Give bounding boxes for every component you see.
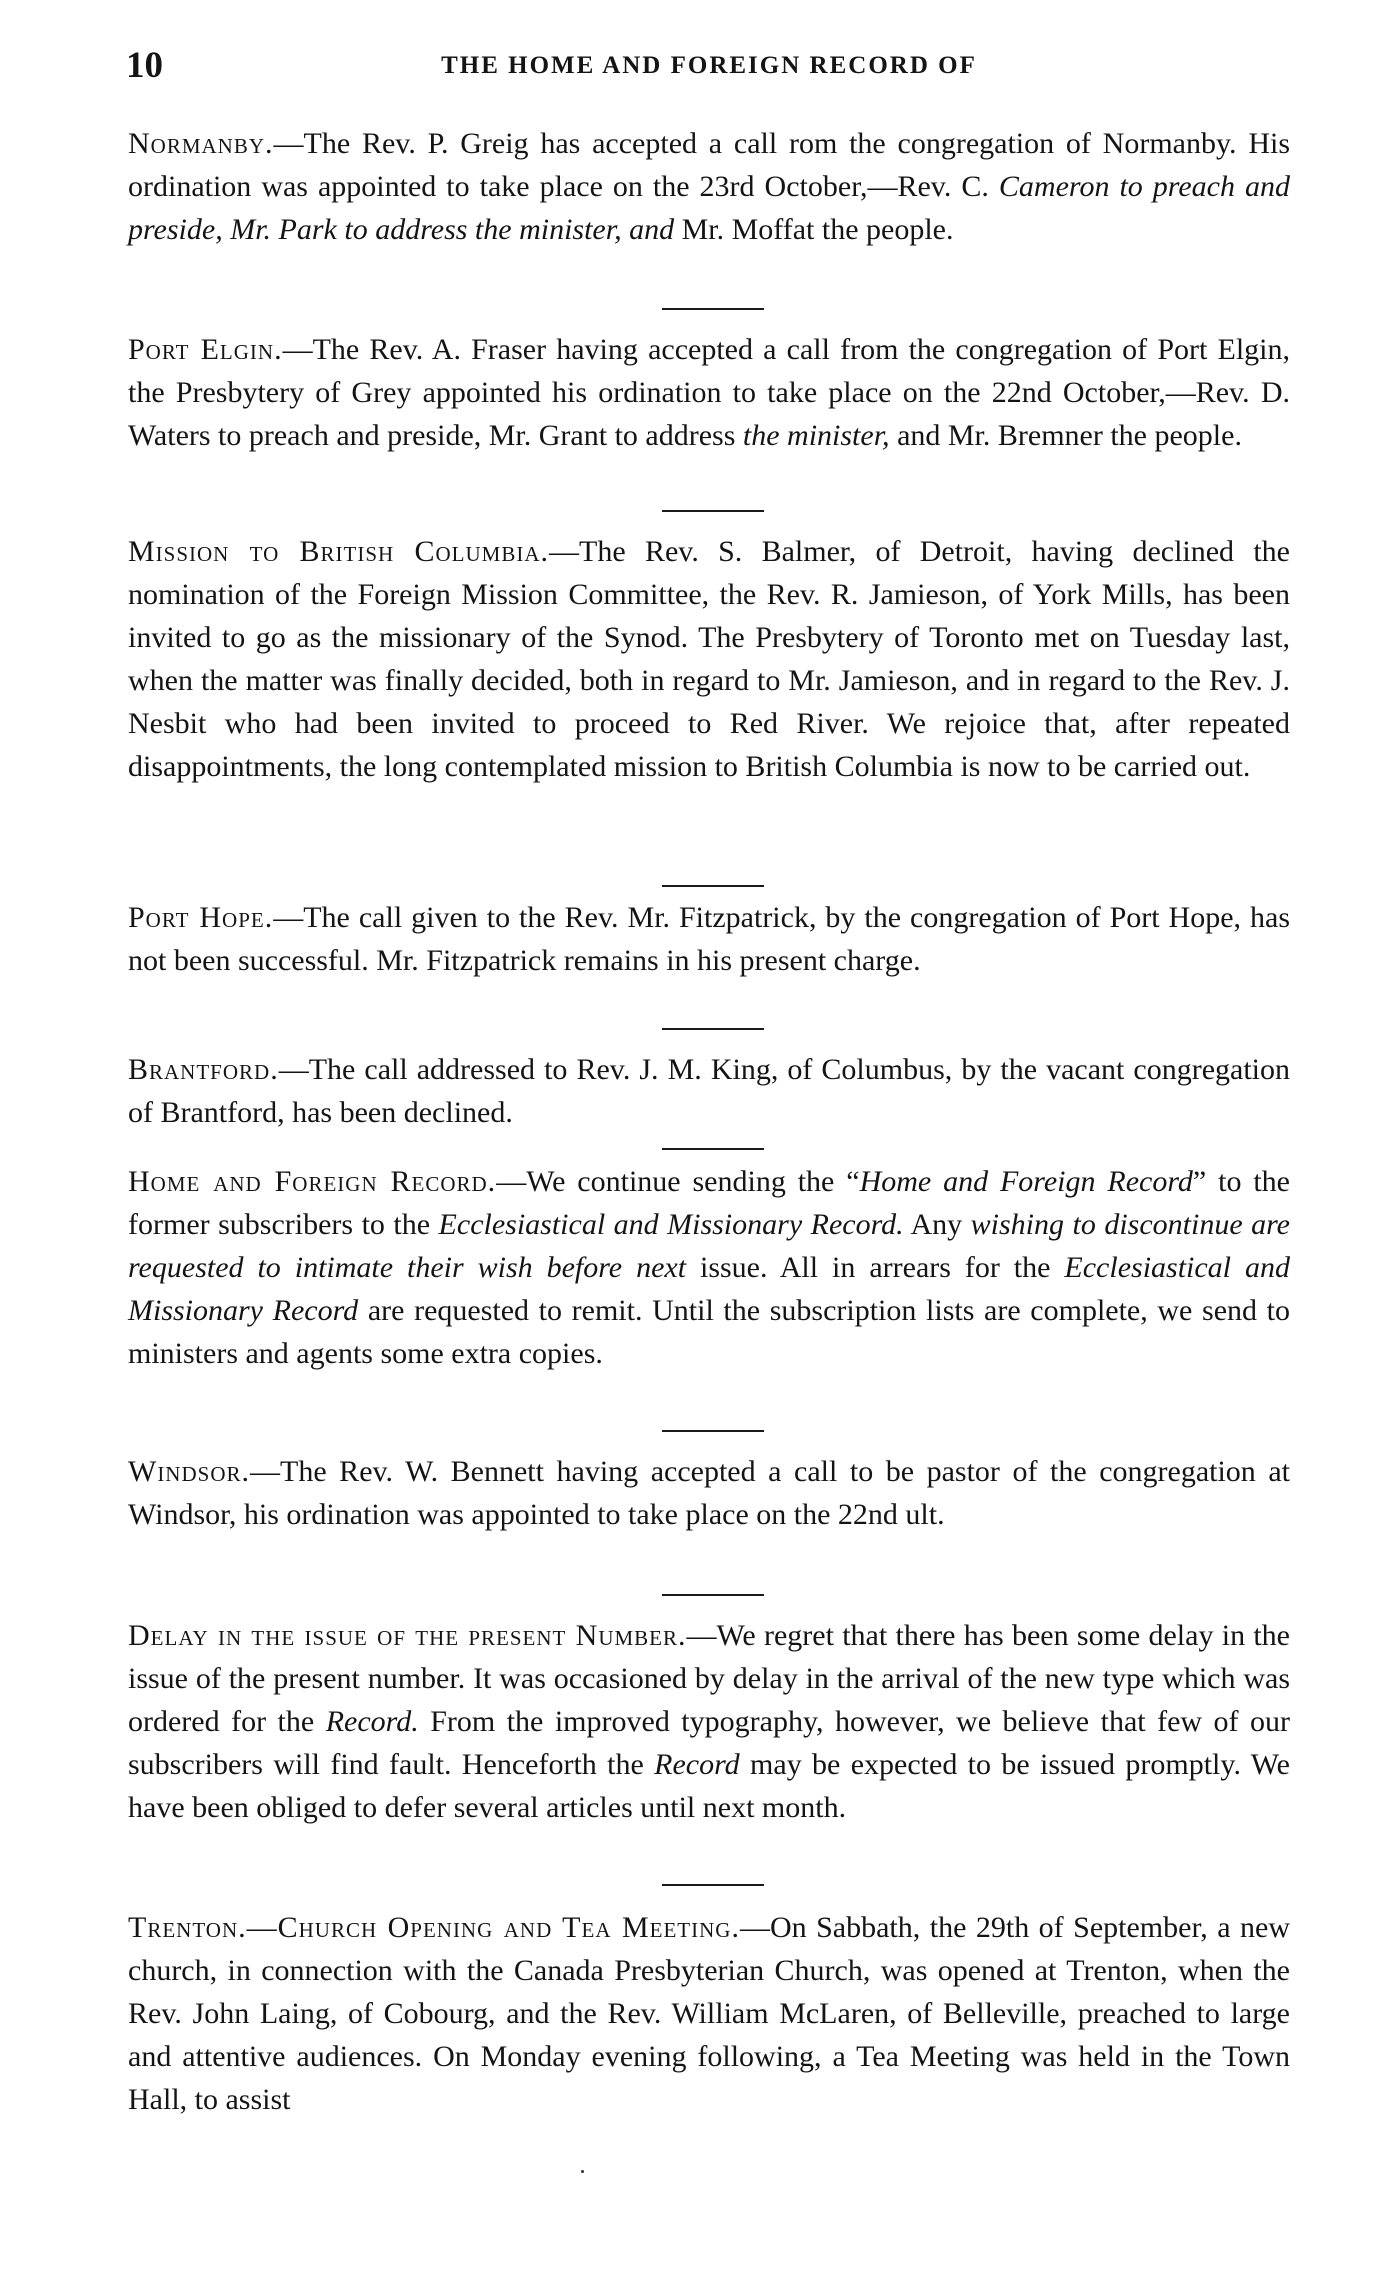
- paragraph-heading: Brantford.: [128, 1053, 279, 1086]
- paragraph-port-hope: [128, 896, 1290, 982]
- paragraph-text: —On Sabbath, the 29th of September, a new church, in connection with the Canada Presbyterian Church, was opened at Trenton, when the Rev. John Laing, of Cobourg, and the Rev. William McLaren, of Belleville, preached to large and attentive audiences. On Monday evening following, a Tea Meeting was held in the Town Hall, to assist: [128, 1911, 1290, 2116]
- paragraph-home-foreign-record: [128, 1160, 1290, 1375]
- paragraph-heading: Normanby.: [128, 127, 274, 160]
- paragraph-italic-text: Home and Foreign Record: [859, 1165, 1193, 1198]
- paragraph-mission-british-columbia: [128, 530, 1290, 788]
- section-divider: [662, 885, 764, 887]
- paragraph-port-elgin: [128, 328, 1290, 457]
- section-divider: [662, 1430, 764, 1432]
- section-divider: [662, 1148, 764, 1150]
- section-divider: [662, 510, 764, 512]
- paragraph-text: —The Rev. W. Bennett having accepted a call to be pastor of the congregation at Windsor, his ordination was appointed to take place on the 22nd ult.: [128, 1455, 1290, 1531]
- section-divider: [662, 308, 764, 310]
- section-divider: [662, 1028, 764, 1030]
- page-speck: [581, 2170, 584, 2173]
- paragraph-italic-text: the minister,: [742, 419, 890, 452]
- paragraph-heading: Trenton.—Church Opening and Tea Meeting.: [128, 1911, 740, 1944]
- paragraph-text: and Mr. Bremner the people.: [889, 419, 1242, 452]
- paragraph-text: may be expected to be issued promptly. We have been obliged to defer several articles until next month.: [128, 1748, 1290, 1824]
- paragraph-text: —The Rev. P. Greig has accepted a call rom the congregation of Normanby. His ordination was appointed to take place on the 23rd October,—Rev. C.: [128, 127, 1290, 203]
- paragraph-italic-text: Ecclesiastical and Missionary Record.: [438, 1208, 904, 1241]
- section-divider: [662, 1594, 764, 1596]
- paragraph-heading: Port Hope.: [128, 901, 274, 934]
- paragraph-normanby: [128, 122, 1290, 251]
- paragraph-text: —The call given to the Rev. Mr. Fitzpatrick, by the congregation of Port Hope, has not been successful. Mr. Fitzpatrick remains in his present charge.: [128, 901, 1290, 977]
- header-title: THE HOME AND FOREIGN RECORD OF: [441, 52, 977, 79]
- paragraph-windsor: [128, 1450, 1290, 1536]
- paragraph-heading: Mission to British Columbia.: [128, 535, 550, 568]
- paragraph-text: —The call addressed to Rev. J. M. King, of Columbus, by the vacant congregation of Brantford, has been declined.: [128, 1053, 1290, 1129]
- paragraph-text: —The Rev. A. Fraser having accepted a call from the congregation of Port Elgin, the Presbytery of Grey appointed his ordination to take place on the 22nd October,—Rev. D. Waters to preach and preside, Mr. Grant to address: [128, 333, 1290, 452]
- paragraph-heading: Home and Foreign Record.: [128, 1165, 497, 1198]
- paragraph-heading: Windsor.: [128, 1455, 250, 1488]
- paragraph-text: —We continue sending the “: [496, 1165, 860, 1198]
- running-header: [126, 44, 1292, 84]
- paragraph-delay-notice: [128, 1614, 1290, 1829]
- paragraph-italic-text: Ecclesiastical and Missionary Record: [128, 1251, 1290, 1327]
- section-divider: [662, 1884, 764, 1886]
- page-number: 10: [126, 45, 163, 86]
- paragraph-heading: Delay in the issue of the present Number.: [128, 1619, 687, 1652]
- paragraph-italic-text: Record: [654, 1748, 740, 1781]
- paragraph-text: are requested to remit. Until the subscription lists are complete, we send to ministers and agents some extra copies.: [128, 1294, 1290, 1370]
- paragraph-text: issue. All in arrears for the: [686, 1251, 1065, 1284]
- paragraph-text: —The Rev. S. Balmer, of Detroit, having declined the nomination of the Foreign Mission Committee, the Rev. R. Jamieson, of York Mills, has been invited to go as the missionary of the Synod. The Presbytery of Toronto met on Tuesday last, when the matter was finally decided, both in regard to Mr. Jamieson, and in regard to the Rev. J. Nesbit who had been invited to proceed to Red River. We rejoice that, after repeated disappointments, the long contemplated mission to British Columbia is now to be carried out.: [128, 535, 1290, 783]
- paragraph-trenton: [128, 1906, 1290, 2121]
- paragraph-brantford: [128, 1048, 1290, 1134]
- paragraph-italic-text: Record.: [325, 1705, 419, 1738]
- paragraph-text: —We regret that there has been some delay in the issue of the present number. It was occasioned by delay in the arrival of the new type which was ordered for the: [128, 1619, 1290, 1738]
- paragraph-italic-text: wishing to discontinue are requested to intimate their wish before next: [128, 1208, 1291, 1284]
- paragraph-text: ” to the former subscribers to the: [128, 1165, 1290, 1241]
- paragraph-text: Mr. Moffat the people.: [674, 213, 954, 246]
- paragraph-heading: Port Elgin.: [128, 333, 283, 366]
- paragraph-italic-text: Cameron to preach and preside, Mr. Park to address the minister, and: [128, 170, 1290, 246]
- paragraph-text: From the improved typography, however, we believe that few of our subscribers will find fault. Henceforth the: [128, 1705, 1290, 1781]
- paragraph-text: Any: [903, 1208, 971, 1241]
